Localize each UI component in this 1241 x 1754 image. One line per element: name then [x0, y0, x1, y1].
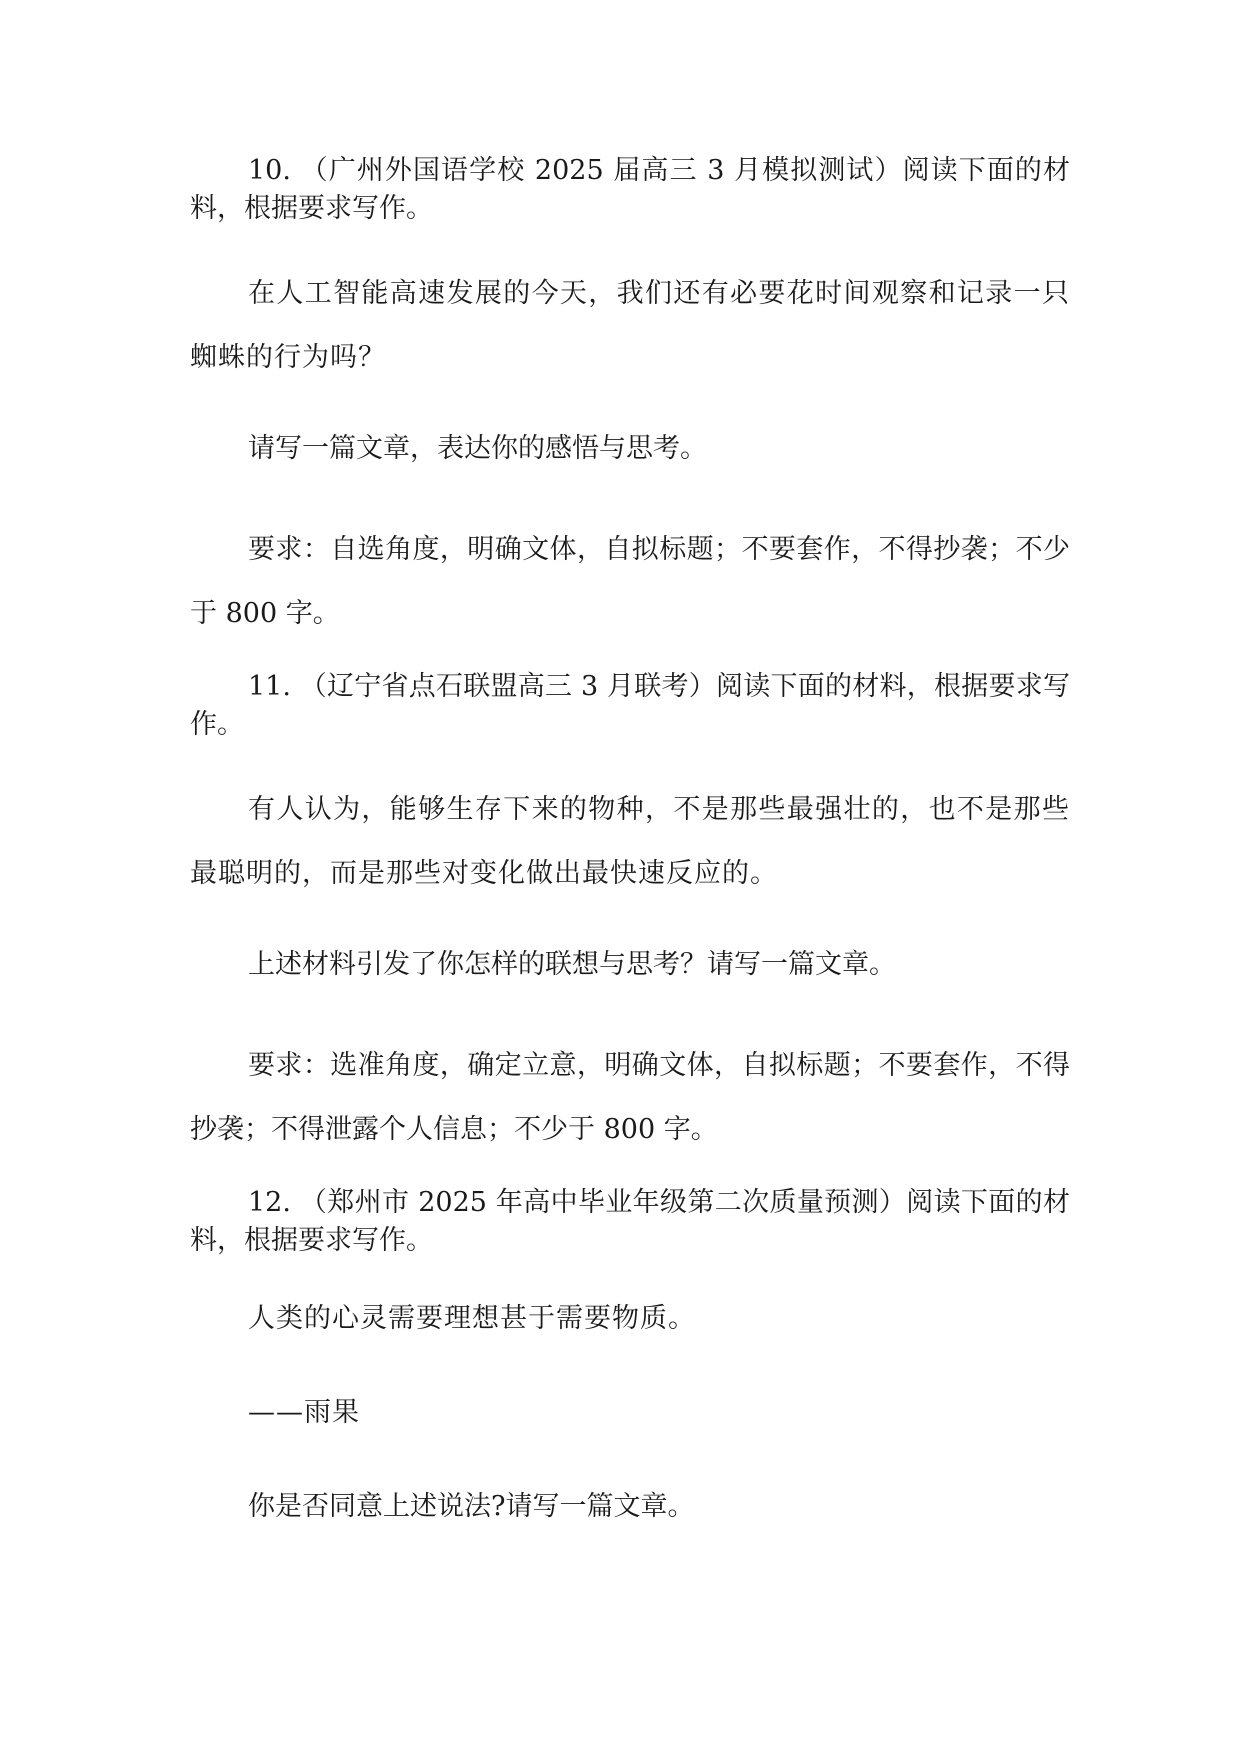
question-11-prompt: 上述材料引发了你怎样的联想与思考？请写一篇文章。 [248, 949, 896, 980]
question-12-quote-author: ——雨果 [248, 1397, 360, 1428]
question-12-quote: 人类的心灵需要理想甚于需要物质。 [248, 1303, 696, 1334]
question-12-heading: 12. （郑州市 2025 年高中毕业年级第二次质量预测）阅读下面的材料，根据要求写作。 [190, 1187, 1070, 1256]
question-11-requirements: 要求：选准角度，确定立意，明确文体，自拟标题；不要套作，不得抄袭；不得泄露个人信息；不少于 800 字。 [190, 1050, 1070, 1145]
question-11-material: 有人认为，能够生存下来的物种，不是那些最强壮的，也不是那些最聪明的，而是那些对变化做出最快速反应的。 [190, 794, 1070, 889]
question-11-heading: 11. （辽宁省点石联盟高三 3 月联考）阅读下面的材料，根据要求写作。 [190, 671, 1070, 740]
question-10-prompt: 请写一篇文章，表达你的感悟与思考。 [248, 433, 707, 464]
question-12-prompt: 你是否同意上述说法?请写一篇文章。 [248, 1491, 695, 1522]
question-10-heading: 10. （广州外国语学校 2025 届高三 3 月模拟测试）阅读下面的材料，根据要求写作。 [190, 155, 1070, 224]
question-10-requirements: 要求：自选角度，明确文体，自拟标题；不要套作，不得抄袭；不少于 800 字。 [190, 534, 1070, 629]
question-10-material: 在人工智能高速发展的今天，我们还有必要花时间观察和记录一只蜘蛛的行为吗？ [190, 278, 1070, 373]
